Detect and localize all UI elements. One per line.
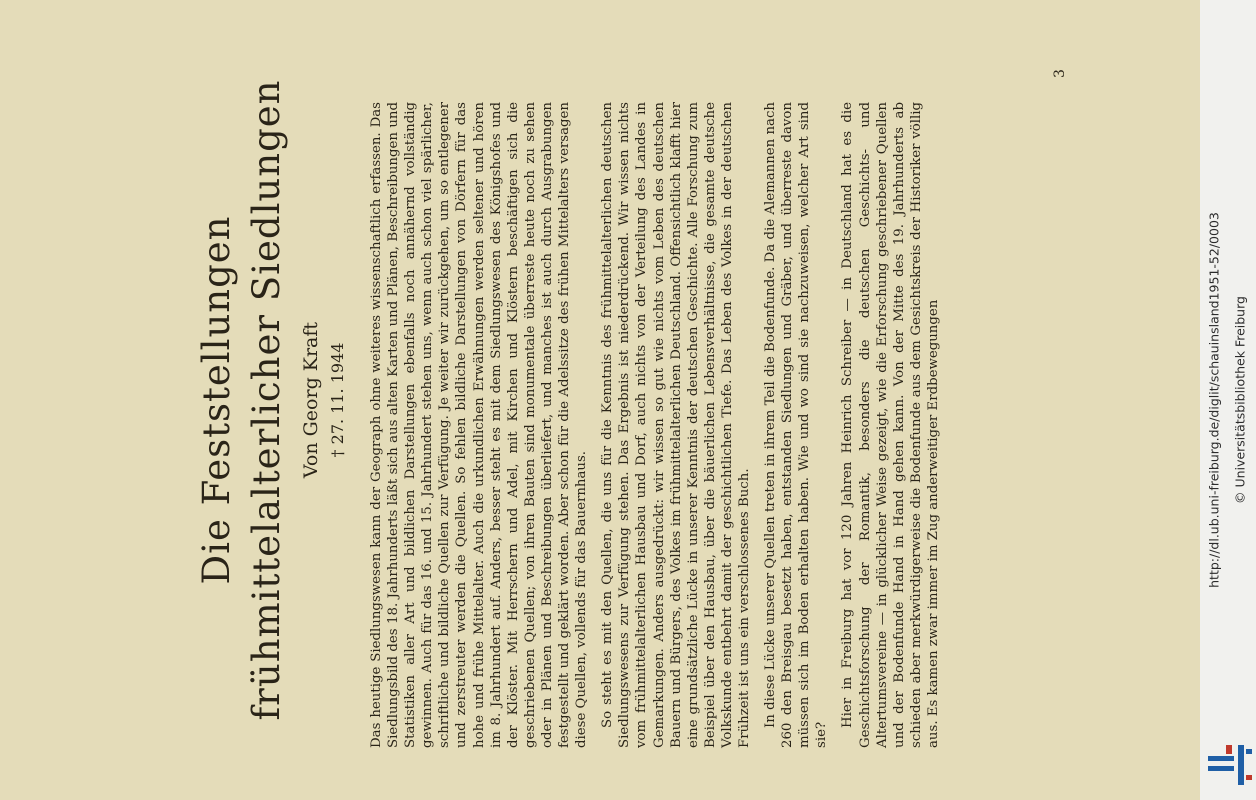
author: Von Georg Kraft — [300, 321, 322, 479]
page-number: 3 — [1052, 69, 1068, 78]
paragraph-4: Hier in Freiburg hat vor 120 Jahren Heinrich Schreiber — in Deutschland hat es die Geschichtsforschung der Romantik, besonders die deutschen Geschichts- und Altertumsvereine — in glücklicher Weise gezeigt, wie die Erforschung geschriebener Quellen und der Bodenfunde Hand in Hand gehen kann. Von der Mitte des 19. Jahrhunderts ab schieden aber merkwürdigerweise die Bodenfunde aus dem Gesichtskreis der Historiker völlig aus. Es kamen zwar immer im Zug anderweitiger Erdbewegungen — [840, 102, 941, 748]
ub-freiburg-logo-icon — [1208, 745, 1252, 785]
paragraph-2: So steht es mit den Quellen, die uns für die Kenntnis des frühmittelalterlichen deutschen Siedlungswesens zur Verfügung stehen. Das Ergebnis ist niederdrückend. Wir wissen nichts vom frühmittelalterlichen Hausbau und Dorf, auch nichts von der Verteilung des Landes in Gemarkungen. Anders ausgedrückt: wir wissen so gut wie nichts vom Leben des deutschen Bauern und Bürgers, des Volkes im frühmittelalterlichen Deutschland. Offensichtlich klafft hier eine grundsätzliche Lücke in unserer Kenntnis der deutschen Geschichte. Alle Forschung zum Beispiel über den Hausbau, über die bäuerlichen Lebensverhältnisse, die gesamte deutsche Volkskunde entbehrt damit der geschichtlichen Tiefe. Das Leben des Volkes in der deutschen Frühzeit ist uns ein verschlossenes Buch. — [600, 102, 752, 748]
paragraph-3: In diese Lücke unserer Quellen treten in ihrem Teil die Bodenfunde. Da die Alemannen nach 260 den Breisgau besetzt haben, entstanden Siedlungen und Gräber, und überreste davon müssen sich im Boden erhalten haben. Wie und wo sind sie nachzuweisen, welcher Art sind sie? — [763, 102, 830, 748]
copyright-notice: © Universitätsbibliothek Freiburg — [1232, 296, 1248, 504]
source-url-link[interactable]: http://dl.ub.uni-freiburg.de/diglit/schauinsland1951-52/0003 — [1206, 212, 1222, 588]
title-line-1: Die Feststellungen — [195, 215, 238, 585]
death-date: † 27. 11. 1944 — [328, 342, 347, 458]
body-text — [368, 102, 942, 748]
title-line-2: frühmittelalterlicher Siedlungen — [245, 79, 288, 721]
paragraph-1: Das heutige Siedlungswesen kann der Geograph ohne weiteres wissenschaftlich erfassen. Das Siedlungsbild des 18. Jahrhunderts läßt sich aus alten Karten und Plänen, Beschreibungen und Statistiken aller Art und bildlichen Darstellungen ebenfalls noch annähernd vollständig gewinnen. Auch für das 16. und 15. Jahrhundert stehen uns, wenn auch schon viel spärlicher, schriftliche und bildliche Quellen zur Verfügung. Je weiter wir zurückgehen, um so entlegener und zerstreuter werden die Quellen. So fehlen bildliche Darstellungen von Dörfern für das hohe und frühe Mittelalter. Auch die urkundlichen Erwähnungen werden seltener und hören im 8. Jahrhundert auf. Anders, besser steht es mit dem Siedlungswesen des Königshofes und der Klöster. Mit Herrschern und Adel, mit Kirchen und Klöstern beschäftigen sich die geschriebenen Quellen; von ihren Bauten sind monumentale überreste heute noch zu sehen oder in Plänen und Beschreibungen überliefert, und manches ist auch durch Ausgrabungen festgestellt und geklärt worden. Aber schon für die Adelssitze des frühen Mittelalters versagen diese Quellen, vollends für das Bauernhaus. — [369, 102, 590, 748]
